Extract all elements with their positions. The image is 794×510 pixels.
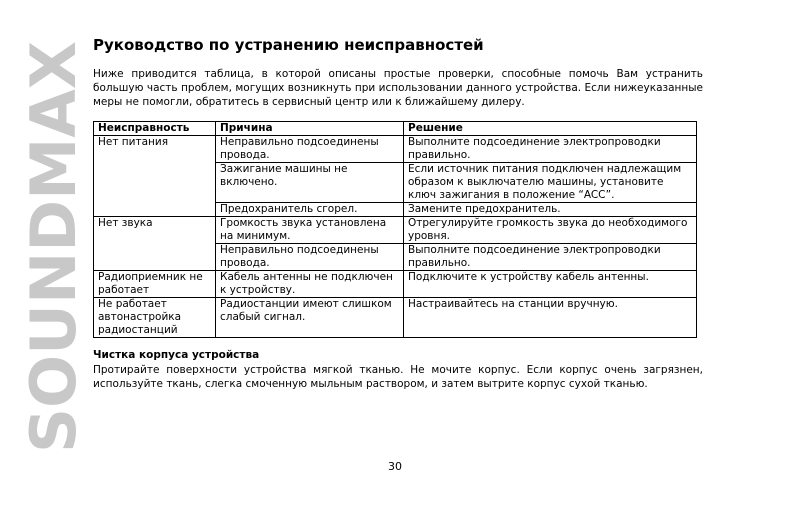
troubleshooting-table: [93, 121, 697, 338]
solution-cell: Если источник питания подключен надлежащим образом к выключателю машины, установите ключ зажигания в положение “ACC”.: [404, 163, 697, 203]
cleaning-paragraph: Протирайте поверхности устройства мягкой тканью. Не мочите корпус. Если корпус очень загрязнен, используйте ткань, слегка смоченную мыльным раствором, и затем вытрите корпус сухой тканью.: [93, 364, 703, 390]
fault-cell: Радиоприемник не работает: [94, 271, 216, 298]
table-header-row: [94, 122, 697, 136]
table-row: [94, 217, 697, 244]
table-row: [94, 136, 697, 163]
solution-cell: Выполните подсоединение электропроводки правильно.: [404, 136, 697, 163]
header-fault: Неисправность: [94, 122, 216, 136]
solution-cell: Настраивайтесь на станции вручную.: [404, 298, 697, 338]
solution-cell: Отрегулируйте громкость звука до необходимого уровня.: [404, 217, 697, 244]
cleaning-title: Чистка корпуса устройства: [93, 349, 260, 361]
cause-cell: Предохранитель сгорел.: [216, 203, 404, 217]
solution-cell: Подключите к устройству кабель антенны.: [404, 271, 697, 298]
cause-cell: Неправильно подсоединены провода.: [216, 244, 404, 271]
fault-cell: Не работает автонастройка радиостанций: [94, 298, 216, 338]
cause-cell: Неправильно подсоединены провода.: [216, 136, 404, 163]
table-row: [94, 298, 697, 338]
cause-cell: Радиостанции имеют слишком слабый сигнал.: [216, 298, 404, 338]
header-solution: Решение: [404, 122, 697, 136]
fault-cell: Нет звука: [94, 217, 216, 271]
brand-logo: [17, 36, 90, 456]
fault-cell: Нет питания: [94, 136, 216, 217]
page-title: Руководство по устранению неисправностей: [93, 36, 484, 54]
header-cause: Причина: [216, 122, 404, 136]
cause-cell: Зажигание машины не включено.: [216, 163, 404, 203]
brand-logo-text: SOUNDMAX: [17, 44, 90, 453]
cause-cell: Кабель антенны не подключен к устройству.: [216, 271, 404, 298]
cause-cell: Громкость звука установлена на минимум.: [216, 217, 404, 244]
table-row: [94, 271, 697, 298]
intro-paragraph: Ниже приводится таблица, в которой описаны простые проверки, способные помочь Вам устранить большую часть проблем, могущих возникнуть при использовании данного устройства. Если нижеуказанные меры не помогли, обратитесь в сервисный центр или к ближайшему дилеру.: [93, 68, 703, 108]
solution-cell: Выполните подсоединение электропроводки правильно.: [404, 244, 697, 271]
page-number: 30: [388, 460, 402, 473]
solution-cell: Замените предохранитель.: [404, 203, 697, 217]
